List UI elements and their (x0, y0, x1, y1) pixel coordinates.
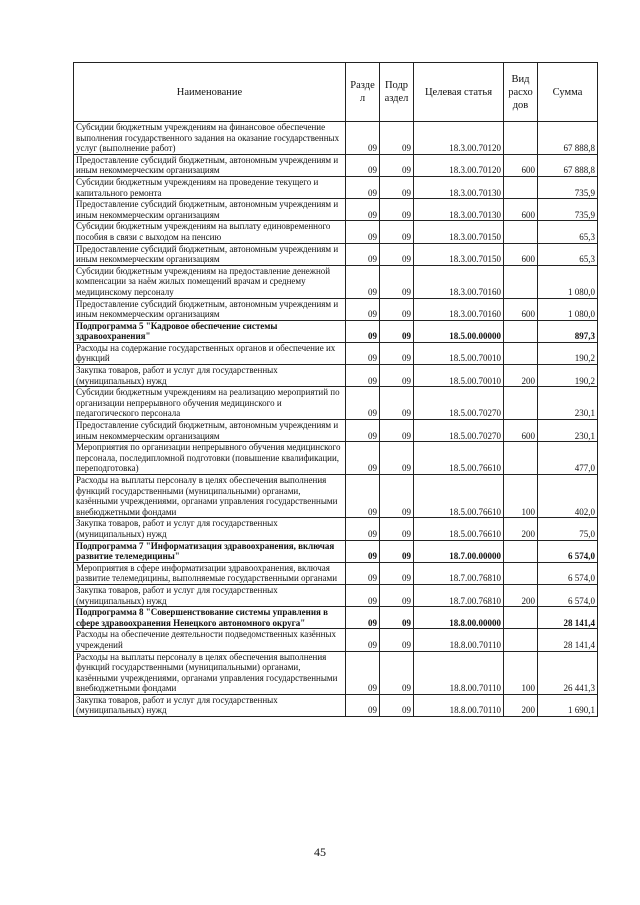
budget-table (73, 62, 598, 717)
table-row (74, 651, 598, 694)
table-row (74, 475, 598, 518)
cell-target: 18.3.00.70130 (414, 199, 504, 221)
header-subsection: Подр аздел (380, 63, 414, 122)
cell-name: Расходы на выплаты персоналу в целях обеспечения выполнения функций государственными (муниципальными) органами, казёнными учреждениями, органами управления государственными внебюджетными фондами (74, 475, 346, 518)
cell-name: Субсидии бюджетным учреждениям на проведение текущего и капитального ремонта (74, 176, 346, 198)
table-row (74, 607, 598, 629)
cell-target: 18.5.00.70270 (414, 420, 504, 442)
cell-target: 18.3.00.70120 (414, 154, 504, 176)
cell-subsection: 09 (380, 629, 414, 651)
cell-subsection: 09 (380, 694, 414, 716)
cell-kind: 200 (504, 518, 538, 540)
cell-sum: 65,3 (538, 221, 598, 243)
cell-subsection: 09 (380, 154, 414, 176)
table-row (74, 365, 598, 387)
header-section: Разде л (346, 63, 380, 122)
cell-name: Предоставление субсидий бюджетным, автономным учреждениям и иным некоммерческим организациям (74, 298, 346, 320)
table-row (74, 387, 598, 420)
table-row (74, 320, 598, 342)
cell-target: 18.8.00.70110 (414, 629, 504, 651)
cell-sum: 75,0 (538, 518, 598, 540)
cell-name: Закупка товаров, работ и услуг для государственных (муниципальных) нужд (74, 584, 346, 606)
cell-subsection: 09 (380, 442, 414, 475)
table-row (74, 442, 598, 475)
cell-subsection: 09 (380, 518, 414, 540)
table-row (74, 342, 598, 364)
page-number: 45 (314, 845, 326, 859)
cell-kind: 600 (504, 199, 538, 221)
cell-subsection: 09 (380, 298, 414, 320)
cell-target: 18.7.00.00000 (414, 540, 504, 562)
cell-section: 09 (346, 365, 380, 387)
cell-subsection: 09 (380, 265, 414, 298)
cell-section: 09 (346, 243, 380, 265)
cell-sum: 230,1 (538, 420, 598, 442)
header-target: Целевая статья (414, 63, 504, 122)
cell-sum: 6 574,0 (538, 562, 598, 584)
cell-target: 18.8.00.00000 (414, 607, 504, 629)
cell-name: Закупка товаров, работ и услуг для государственных (муниципальных) нужд (74, 518, 346, 540)
cell-kind: 600 (504, 243, 538, 265)
cell-sum: 735,9 (538, 199, 598, 221)
cell-subsection: 09 (380, 562, 414, 584)
cell-kind (504, 607, 538, 629)
cell-kind (504, 629, 538, 651)
table-row (74, 629, 598, 651)
cell-sum: 477,0 (538, 442, 598, 475)
cell-section: 09 (346, 420, 380, 442)
cell-section: 09 (346, 584, 380, 606)
cell-section: 09 (346, 518, 380, 540)
table-row (74, 154, 598, 176)
cell-target: 18.5.00.70010 (414, 365, 504, 387)
cell-section: 09 (346, 342, 380, 364)
cell-subsection: 09 (380, 607, 414, 629)
cell-section: 09 (346, 298, 380, 320)
cell-subsection: 09 (380, 387, 414, 420)
cell-kind (504, 221, 538, 243)
cell-name: Подпрограмма 8 "Совершенствование системы управления в сфере здравоохранения Ненецкого автономного округа" (74, 607, 346, 629)
cell-section: 09 (346, 154, 380, 176)
cell-sum: 897,3 (538, 320, 598, 342)
cell-subsection: 09 (380, 320, 414, 342)
cell-section: 09 (346, 265, 380, 298)
cell-sum: 26 441,3 (538, 651, 598, 694)
table-row (74, 199, 598, 221)
cell-sum: 735,9 (538, 176, 598, 198)
cell-name: Расходы на выплаты персоналу в целях обеспечения выполнения функций государственными (муниципальными) органами, казёнными учреждениями, органами управления государственными внебюджетными фондами (74, 651, 346, 694)
cell-sum: 190,2 (538, 365, 598, 387)
cell-kind: 200 (504, 365, 538, 387)
cell-target: 18.5.00.76610 (414, 475, 504, 518)
cell-target: 18.8.00.70110 (414, 651, 504, 694)
table-row (74, 122, 598, 155)
cell-section: 09 (346, 607, 380, 629)
cell-kind: 200 (504, 694, 538, 716)
table-row (74, 221, 598, 243)
cell-section: 09 (346, 122, 380, 155)
cell-sum: 28 141,4 (538, 629, 598, 651)
cell-sum: 1 080,0 (538, 298, 598, 320)
cell-sum: 190,2 (538, 342, 598, 364)
cell-name: Субсидии бюджетным учреждениям на предоставление денежной компенсации за наём жилых помещений врачам и среднему медицинскому персоналу (74, 265, 346, 298)
cell-sum: 230,1 (538, 387, 598, 420)
cell-subsection: 09 (380, 475, 414, 518)
cell-kind: 200 (504, 584, 538, 606)
table-row (74, 540, 598, 562)
cell-target: 18.3.00.70120 (414, 122, 504, 155)
cell-name: Предоставление субсидий бюджетным, автономным учреждениям и иным некоммерческим организациям (74, 243, 346, 265)
cell-section: 09 (346, 387, 380, 420)
cell-name: Расходы на обеспечение деятельности подведомственных казённых учреждений (74, 629, 346, 651)
cell-target: 18.3.00.70150 (414, 221, 504, 243)
cell-kind: 100 (504, 651, 538, 694)
cell-name: Предоставление субсидий бюджетным, автономным учреждениям и иным некоммерческим организациям (74, 420, 346, 442)
cell-sum: 6 574,0 (538, 540, 598, 562)
cell-name: Расходы на содержание государственных органов и обеспечение их функций (74, 342, 346, 364)
cell-subsection: 09 (380, 342, 414, 364)
cell-section: 09 (346, 475, 380, 518)
cell-target: 18.5.00.76610 (414, 442, 504, 475)
cell-name: Закупка товаров, работ и услуг для государственных (муниципальных) нужд (74, 365, 346, 387)
cell-name: Подпрограмма 7 "Информатизация здравоохранения, включая развитие телемедицины" (74, 540, 346, 562)
cell-section: 09 (346, 320, 380, 342)
cell-kind (504, 122, 538, 155)
table-row (74, 298, 598, 320)
cell-subsection: 09 (380, 584, 414, 606)
table-row (74, 562, 598, 584)
header-sum: Сумма (538, 63, 598, 122)
cell-kind (504, 176, 538, 198)
cell-kind: 600 (504, 420, 538, 442)
cell-subsection: 09 (380, 651, 414, 694)
cell-target: 18.7.00.76810 (414, 562, 504, 584)
cell-sum: 402,0 (538, 475, 598, 518)
cell-subsection: 09 (380, 176, 414, 198)
cell-section: 09 (346, 540, 380, 562)
cell-kind: 600 (504, 298, 538, 320)
cell-name: Субсидии бюджетным учреждениям на финансовое обеспечение выполнения государственного задания на оказание государственных услуг (выполнение работ) (74, 122, 346, 155)
cell-sum: 1 080,0 (538, 265, 598, 298)
table-row (74, 518, 598, 540)
header-kind: Вид расхо дов (504, 63, 538, 122)
table-row (74, 694, 598, 716)
cell-kind (504, 540, 538, 562)
cell-target: 18.5.00.70270 (414, 387, 504, 420)
cell-sum: 67 888,8 (538, 122, 598, 155)
cell-target: 18.3.00.70130 (414, 176, 504, 198)
cell-target: 18.3.00.70150 (414, 243, 504, 265)
cell-section: 09 (346, 442, 380, 475)
cell-target: 18.5.00.76610 (414, 518, 504, 540)
cell-subsection: 09 (380, 420, 414, 442)
cell-subsection: 09 (380, 122, 414, 155)
cell-name: Субсидии бюджетным учреждениям на выплату единовременного пособия в связи с выходом на пенсию (74, 221, 346, 243)
table-body (74, 122, 598, 717)
cell-section: 09 (346, 199, 380, 221)
cell-kind: 100 (504, 475, 538, 518)
cell-name: Мероприятия в сфере информатизации здравоохранения, включая развитие телемедицины, выполняемые государственными органами (74, 562, 346, 584)
cell-name: Предоставление субсидий бюджетным, автономным учреждениям и иным некоммерческим организациям (74, 199, 346, 221)
cell-section: 09 (346, 221, 380, 243)
cell-kind (504, 442, 538, 475)
cell-name: Субсидии бюджетным учреждениям на реализацию мероприятий по организации непрерывного обучения медицинского и педагогического персонала (74, 387, 346, 420)
cell-sum: 65,3 (538, 243, 598, 265)
cell-name: Предоставление субсидий бюджетным, автономным учреждениям и иным некоммерческим организациям (74, 154, 346, 176)
cell-sum: 67 888,8 (538, 154, 598, 176)
cell-target: 18.5.00.00000 (414, 320, 504, 342)
cell-name: Подпрограмма 5 "Кадровое обеспечение системы здравоохранения" (74, 320, 346, 342)
cell-sum: 28 141,4 (538, 607, 598, 629)
cell-kind (504, 342, 538, 364)
cell-subsection: 09 (380, 243, 414, 265)
table-row (74, 176, 598, 198)
table-row (74, 265, 598, 298)
table-row (74, 584, 598, 606)
cell-section: 09 (346, 562, 380, 584)
cell-subsection: 09 (380, 540, 414, 562)
cell-section: 09 (346, 651, 380, 694)
cell-name: Закупка товаров, работ и услуг для государственных (муниципальных) нужд (74, 694, 346, 716)
cell-kind (504, 387, 538, 420)
cell-subsection: 09 (380, 199, 414, 221)
header-name: Наименование (74, 63, 346, 122)
cell-kind (504, 562, 538, 584)
cell-sum: 1 690,1 (538, 694, 598, 716)
cell-name: Мероприятия по организации непрерывного обучения медицинского персонала, последипломной подготовки (повышение квалификации, переподготовка) (74, 442, 346, 475)
table-row (74, 243, 598, 265)
cell-kind: 600 (504, 154, 538, 176)
cell-kind (504, 265, 538, 298)
table-row (74, 420, 598, 442)
cell-section: 09 (346, 694, 380, 716)
cell-subsection: 09 (380, 365, 414, 387)
cell-sum: 6 574,0 (538, 584, 598, 606)
cell-kind (504, 320, 538, 342)
cell-target: 18.5.00.70010 (414, 342, 504, 364)
cell-target: 18.7.00.76810 (414, 584, 504, 606)
cell-section: 09 (346, 629, 380, 651)
table-header-row (74, 63, 598, 122)
cell-section: 09 (346, 176, 380, 198)
cell-target: 18.3.00.70160 (414, 265, 504, 298)
cell-target: 18.8.00.70110 (414, 694, 504, 716)
cell-subsection: 09 (380, 221, 414, 243)
cell-target: 18.3.00.70160 (414, 298, 504, 320)
